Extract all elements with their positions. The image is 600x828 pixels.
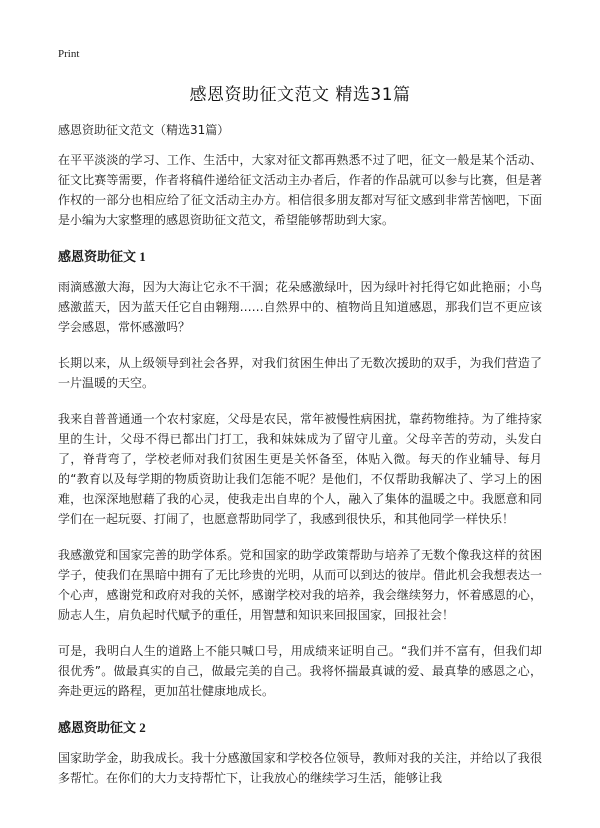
paragraph: 雨滴感激大海，因为大海让它永不干涸；花朵感激绿叶，因为绿叶衬托得它如此艳丽；小鸟感激蓝天，因为蓝天任它自由翱翔……自然界中的、植物尚且知道感恩，那我们岂不更应该学会感恩，常怀感激吗？ xyxy=(58,280,542,334)
paragraph: 我来自普普通通一个农村家庭，父母是农民，常年被慢性病困扰，靠药物维持。为了维持家里的生计，父母不得已都出门打工，我和妹妹成为了留守儿童。父母辛苦的劳动，头发白了，脊背弯了，学校老师对我们贫困生更是关怀备至，体贴入微。每天的作业辅导、每月的“教育以及每学期的物质资助让我们怎能不呢？是他们，不仅帮助我解决了、学习上的困难，也深深地慰藉了我的心灵，使我走出自卑的个人，融入了集体的温暖之中。我愿意和同学们在一起玩耍、打闹了，也愿意帮助同学了，我感到很快乐，和其他同学一样快乐！ xyxy=(58,412,542,526)
intro-paragraph: 在平平淡淡的学习、工作、生活中，大家对征文都再熟悉不过了吧，征文一般是某个活动、征文比赛等需要，作者将稿件递给征文活动主办者后，作者的作品就可以参与比赛，但是著作权的一部分也相应给了征文活动主办方。相信很多朋友都对写征文感到非常苦恼吧，下面是小编为大家整理的感恩资助征文范文，希望能够帮助到大家。 xyxy=(58,153,542,227)
section-heading: 感恩资助征文 2 xyxy=(58,720,146,735)
paragraph: 可是，我明白人生的道路上不能只喊口号，用成绩来证明自己。“我们并不富有，但我们却很优秀”。做最真实的自己，做最完美的自己。我将怀揣最真诚的爱、最真挚的感恩之心，奔赴更远的路程，更加茁壮健康地成长。 xyxy=(58,644,542,698)
paragraph: 长期以来，从上级领导到社会各界，对我们贫困生伸出了无数次援助的双手，为我们营造了一片温暖的天空。 xyxy=(58,356,542,390)
section-heading: 感恩资助征文 1 xyxy=(58,249,146,264)
page-title: 感恩资助征文范文 精选31篇 xyxy=(189,85,411,105)
paragraph: 我感激党和国家完善的助学体系。党和国家的助学政策帮助与培养了无数个像我这样的贫困学子，使我们在黑暗中拥有了无比珍贵的光明，从而可以到达的彼岸。借此机会我想表达一个心声，感谢党和政府对我的关怀，感谢学校对我的培养，我会继续努力，怀着感恩的心，励志人生，肩负起时代赋予的重任，用智慧和知识来回报国家，回报社会！ xyxy=(58,548,542,622)
article-body xyxy=(58,150,542,804)
paragraph: 国家助学金，助我成长。我十分感激国家和学校各位领导，教师对我的关注，并给以了我很多帮忙。在你们的大力支持帮忙下，让我放心的继续学习生活，能够让我 xyxy=(58,751,542,785)
print-label: Print xyxy=(58,48,80,60)
page-subtitle: 感恩资助征文范文（精选31篇） xyxy=(58,123,230,137)
